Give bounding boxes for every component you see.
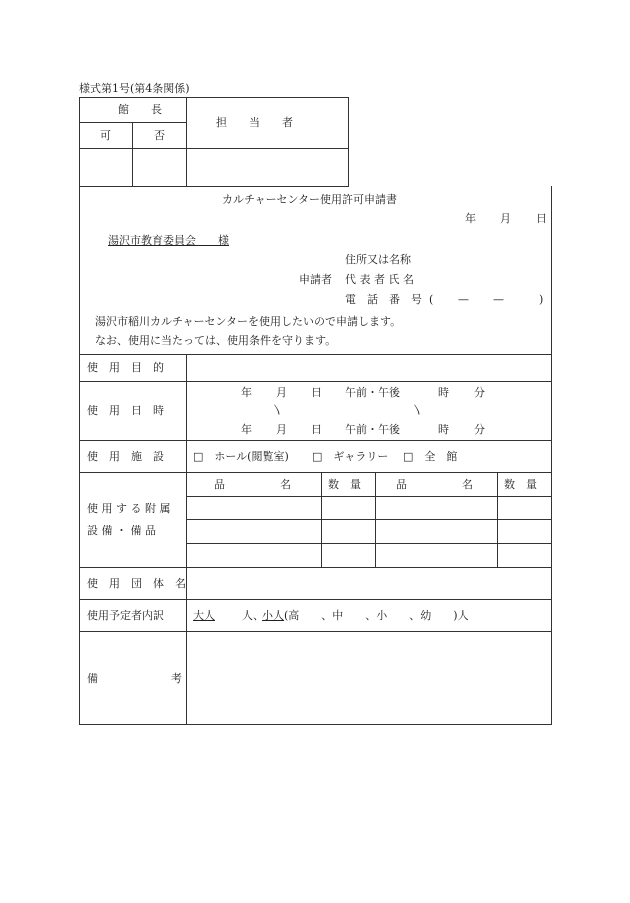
approve-stamp-cell[interactable] [80,149,132,186]
users-adult-unit: 人、 [242,609,264,622]
start-ampm: 午前・午後 [345,386,400,399]
facility-option-all[interactable]: □ 全 館 [403,450,458,463]
equipment-qty-header-2: 数 量 [504,478,537,491]
form-number: 様式第1号(第4条関係) [79,82,190,95]
approve-label: 可 [100,129,111,142]
phone-dash-1: — [458,293,469,306]
start-month: 月 [276,386,287,399]
start-year: 年 [241,386,252,399]
start-day: 日 [311,386,322,399]
start-hour: 時 [438,386,449,399]
phone-paren-open: ( [429,293,434,306]
users-label: 使用予定者内訳 [87,609,164,622]
equipment-item-header-2: 品 名 [396,478,473,491]
phone-paren-close: ) [539,293,544,306]
date-day: 日 [536,212,547,225]
form-title: カルチャーセンター使用許可申請書 [222,193,398,206]
end-minute: 分 [474,423,485,436]
statement-2: なお、使用に当たっては、使用条件を守ります。 [95,334,337,347]
end-hour: 時 [438,423,449,436]
users-adult-label: 大人 [193,609,215,622]
equipment-entry-area[interactable] [188,498,550,566]
users-child-label: 小人 [262,609,284,622]
deny-label: 否 [154,129,165,142]
director-label: 館 長 [118,103,162,116]
representative-label: 代 表 者 氏 名 [345,273,414,286]
end-year: 年 [241,423,252,436]
remarks-label-1: 備 [87,672,98,685]
group-field[interactable] [188,569,550,598]
tilde-left: 〵 [272,404,283,417]
staff-stamp-cell[interactable] [187,149,348,186]
tilde-right: 〵 [412,404,423,417]
end-ampm: 午前・午後 [345,423,400,436]
equipment-label-1: 使 用 す る 附 属 [87,502,171,515]
phone-label: 電 話 番 号 [345,293,422,306]
equipment-qty-header-1: 数 量 [328,478,361,491]
address-label: 住所又は名称 [345,253,411,266]
end-month: 月 [276,423,287,436]
date-year: 年 [465,212,476,225]
end-day: 日 [311,423,322,436]
start-minute: 分 [474,386,485,399]
group-label: 使 用 団 体 名 [87,577,186,590]
applicant-label: 申請者 [299,273,332,286]
users-child-breakdown: (高 、中 、小 、幼 )人 [284,609,469,622]
phone-dash-2: — [493,293,504,306]
facility-option-hall[interactable]: □ ホール(閲覧室) [193,450,289,463]
remarks-field[interactable] [188,633,550,723]
equipment-item-header-1: 品 名 [214,478,291,491]
facility-label: 使 用 施 設 [87,450,164,463]
statement-1: 湯沢市稲川カルチャーセンターを使用したいので申請します。 [95,315,402,328]
equipment-label-2: 設 備 ・ 備 品 [87,524,156,537]
date-month: 月 [500,212,511,225]
addressee: 湯沢市教育委員会 様 [108,234,229,247]
facility-option-gallery[interactable]: □ ギャラリー [312,450,389,463]
remarks-label-2: 考 [171,672,182,685]
purpose-label: 使 用 目 的 [87,361,164,374]
deny-stamp-cell[interactable] [133,149,186,186]
purpose-field[interactable] [188,356,550,380]
staff-label: 担 当 者 [216,116,293,129]
datetime-label: 使 用 日 時 [87,404,164,417]
